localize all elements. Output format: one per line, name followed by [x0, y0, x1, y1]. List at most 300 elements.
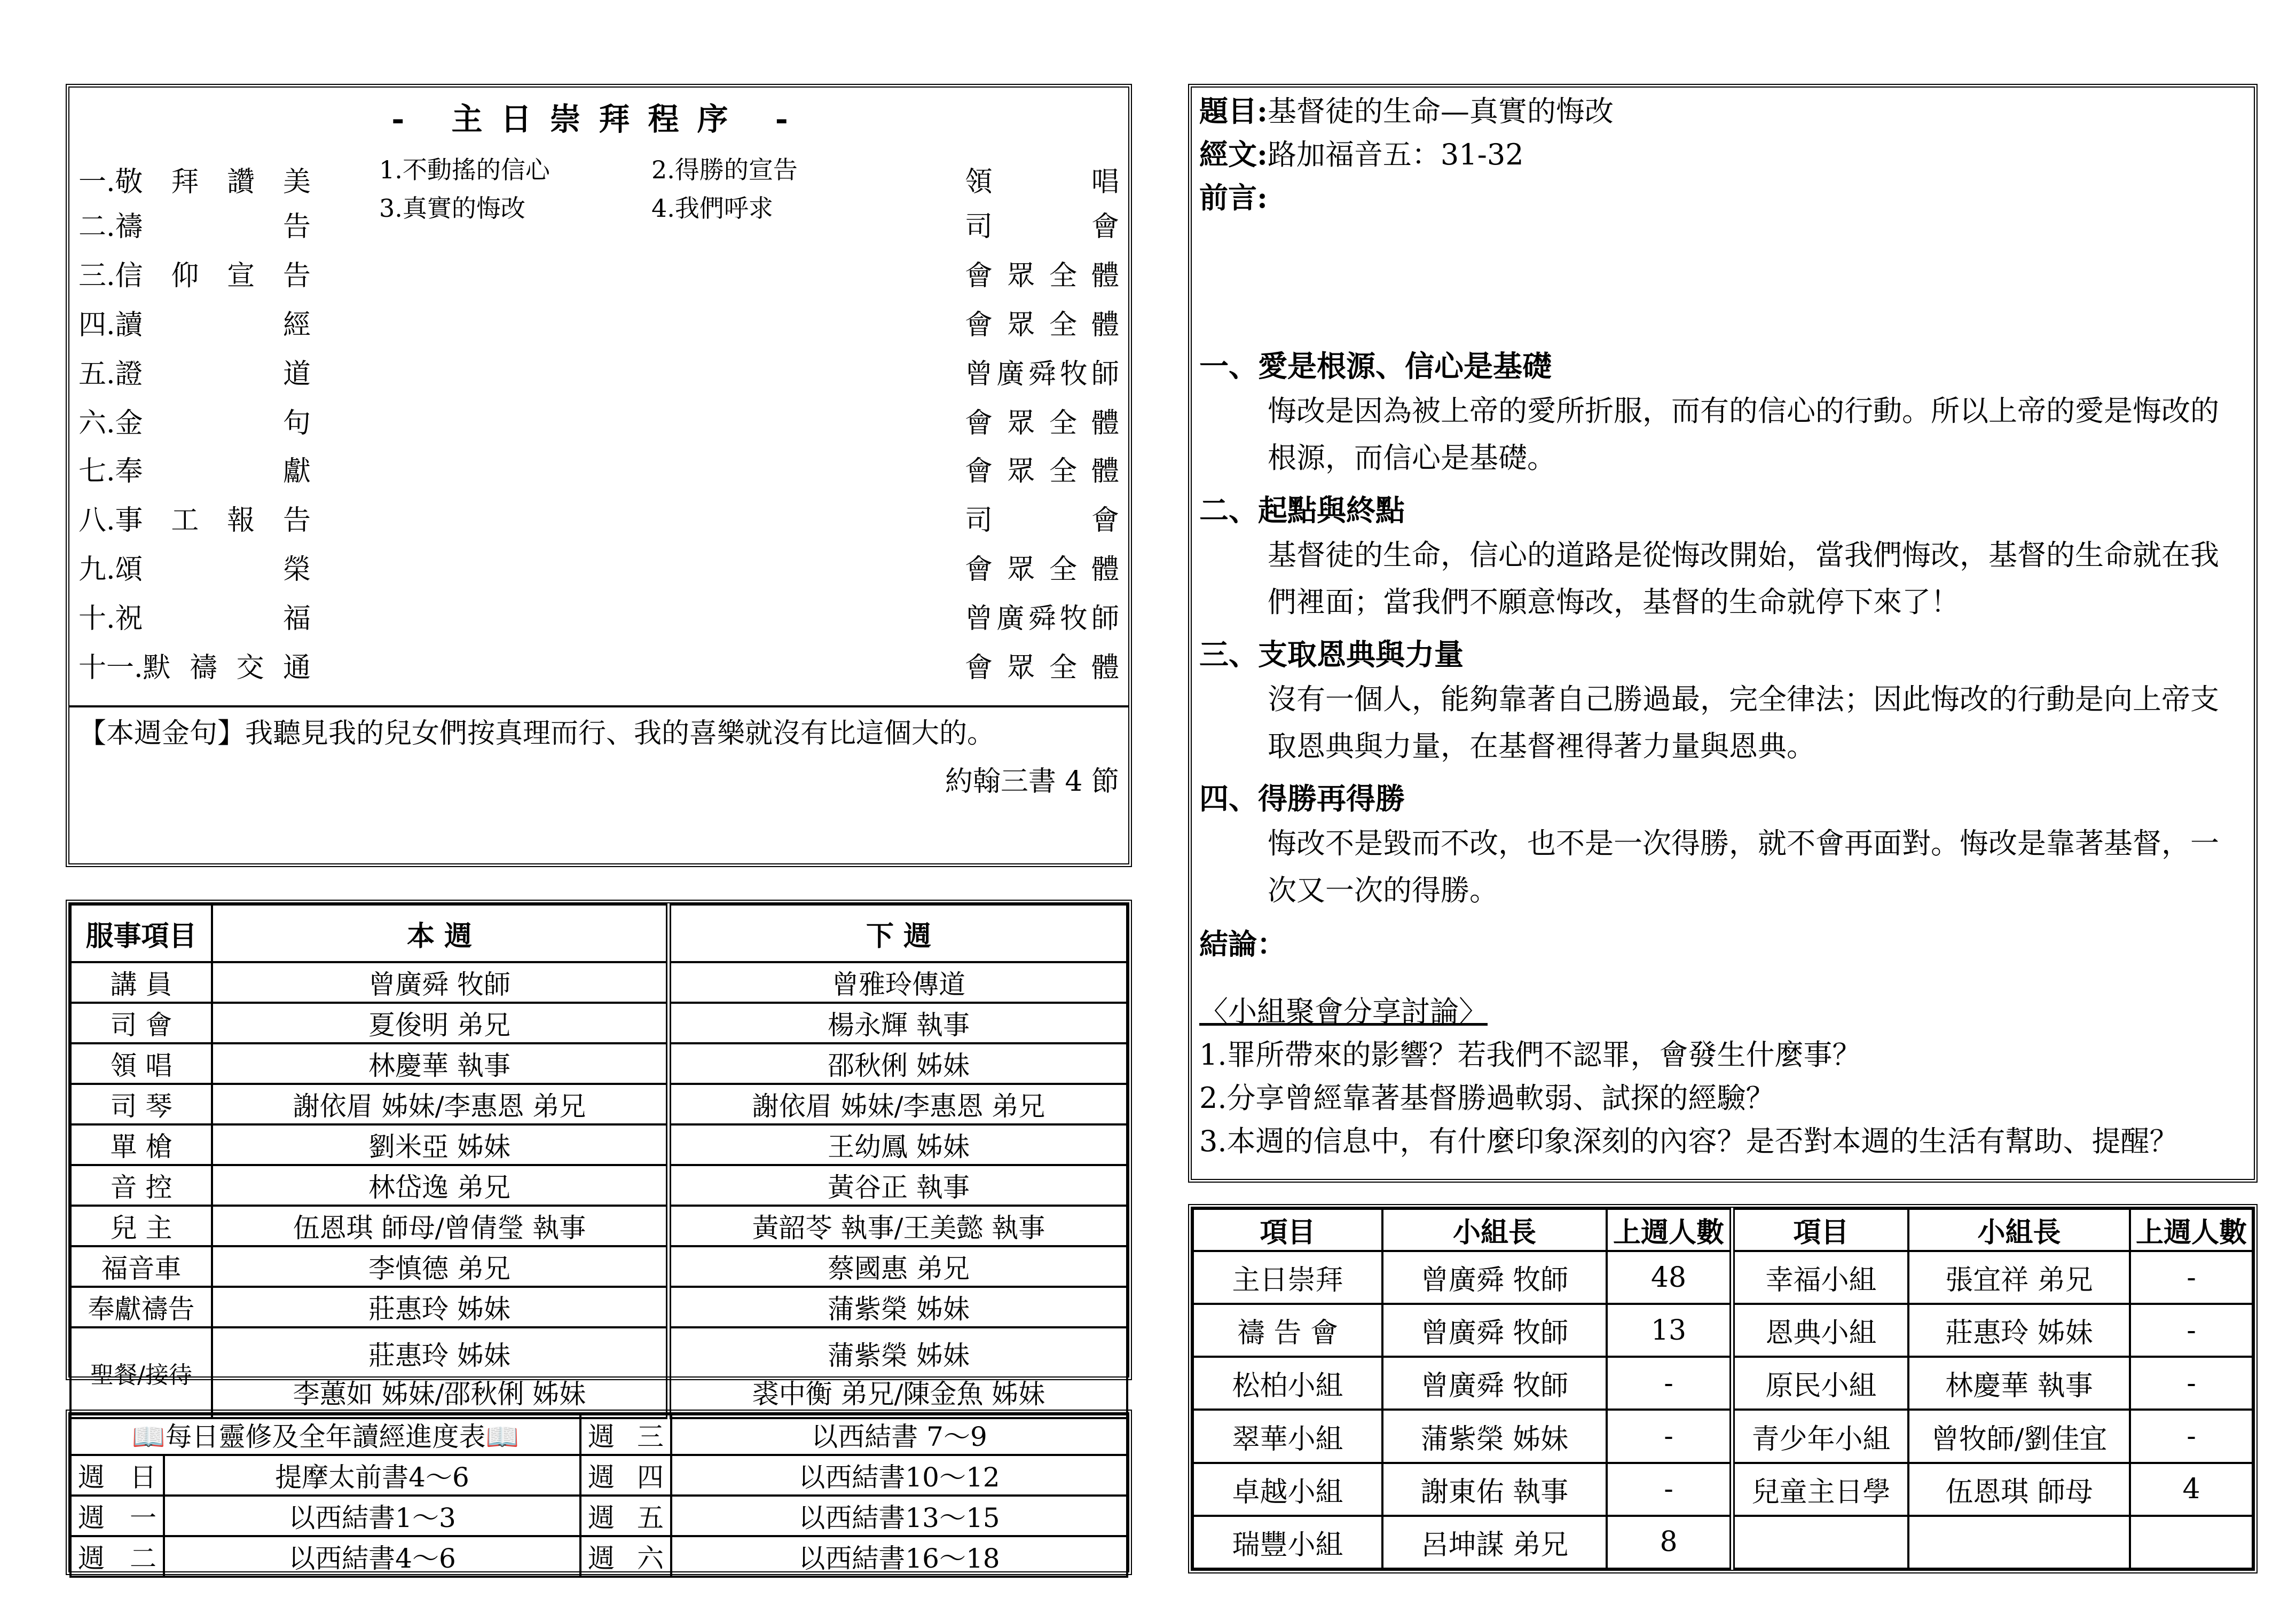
- worship-item-name: [115, 204, 311, 244]
- column-header: 小組長: [1382, 1209, 1607, 1251]
- cell-text: 黃谷正 執事: [828, 1172, 970, 1203]
- hymn-item: 3.真實的悔改: [379, 194, 525, 223]
- table-cell: [70, 1003, 212, 1043]
- table-cell: 兒童主日學: [1732, 1463, 1908, 1516]
- char: 唱: [1091, 166, 1119, 198]
- sermon-section-heading: 一、愛是根源、信心是基礎: [1199, 349, 1552, 383]
- worship-item-name: [115, 351, 311, 391]
- cell-text: 蒲紫榮 姊妹: [828, 1294, 970, 1325]
- char: 曾: [965, 603, 993, 635]
- worship-order-item: [78, 643, 1119, 686]
- worship-item-name: [143, 645, 311, 685]
- table-cell: 恩典小組: [1732, 1304, 1908, 1357]
- day-label: 週 四: [588, 1462, 664, 1493]
- sermon-notes-panel: [1188, 84, 2258, 1183]
- table-cell: [70, 1043, 212, 1084]
- sermon-scripture: 路加福音五：31-32: [1267, 138, 1524, 171]
- reading-schedule-title: 每日靈修及全年讀經進度表: [165, 1421, 486, 1452]
- cell-text: 音 控: [110, 1172, 172, 1203]
- table-cell: 曾廣舜 牧師: [1382, 1304, 1607, 1357]
- day-cell: [580, 1455, 671, 1496]
- cell-text: 司 琴: [110, 1091, 172, 1122]
- char: 司: [965, 211, 993, 243]
- worship-item-name: [115, 253, 311, 293]
- cell-text: 曾雅玲傳道: [832, 969, 965, 1000]
- table-row: [1193, 1410, 2253, 1462]
- table-cell: 卓越小組: [1193, 1463, 1382, 1516]
- worship-item-number: 一.: [78, 166, 115, 198]
- hymn-item: 1.不動搖的信心: [379, 155, 550, 184]
- day-label: 週 五: [588, 1502, 664, 1533]
- char: 體: [1091, 407, 1119, 439]
- char: 禱: [115, 211, 143, 243]
- sermon-section-heading: 三、支取恩典與力量: [1199, 637, 1464, 672]
- table-cell: 禱 告 會: [1193, 1304, 1382, 1357]
- day-cell: [70, 1455, 164, 1496]
- day-cell: [580, 1536, 671, 1577]
- char: 全: [1049, 554, 1077, 586]
- worship-item-name: [115, 302, 311, 342]
- book-icon: 📖: [132, 1421, 166, 1452]
- worship-item-number: 八.: [78, 505, 115, 537]
- day-cell: [70, 1496, 164, 1536]
- cell-text: 蒲紫榮 姊妹: [828, 1340, 970, 1371]
- cell-text: 楊永輝 執事: [828, 1010, 970, 1041]
- char: 句: [282, 407, 311, 439]
- char: 舜: [1028, 603, 1056, 635]
- attendance-panel: [1188, 1204, 2258, 1573]
- cell-text: 蔡國惠 弟兄: [828, 1253, 970, 1284]
- worship-item-name: [115, 400, 311, 440]
- char: 師: [1091, 603, 1119, 635]
- table-cell: [70, 1246, 212, 1287]
- char: 會: [1091, 505, 1119, 537]
- char: 拜: [171, 166, 199, 198]
- column-header: 小組長: [1908, 1209, 2130, 1251]
- char: 讀: [115, 309, 143, 341]
- cell-text: 福音車: [101, 1253, 182, 1284]
- worship-item-name: [115, 547, 311, 587]
- char: 告: [282, 505, 311, 537]
- char: 證: [115, 358, 143, 390]
- char: 廣: [996, 603, 1025, 635]
- table-cell: [212, 1043, 669, 1084]
- reading-cell: 以西結書13～15: [671, 1496, 1127, 1536]
- column-header: 下 週: [669, 904, 1127, 962]
- char: 眾: [1007, 652, 1035, 684]
- table-cell: 曾廣舜 牧師: [1382, 1251, 1607, 1304]
- table-cell: 張宜祥 弟兄: [1908, 1251, 2130, 1304]
- worship-order-item: [78, 300, 1119, 343]
- sermon-section: [1199, 777, 2246, 914]
- reading-schedule-title-cell: [70, 1414, 580, 1455]
- worship-order-item: [78, 251, 1119, 294]
- table-cell: [212, 1003, 669, 1043]
- worship-order-item: [78, 157, 1119, 200]
- worship-item-number: 二.: [78, 211, 115, 243]
- table-cell: -: [2130, 1251, 2253, 1304]
- table-cell: [669, 1124, 1127, 1165]
- worship-item-label: [78, 448, 311, 489]
- char: 體: [1091, 554, 1119, 586]
- table-cell: 青少年小組: [1732, 1410, 1908, 1462]
- table-cell: 4: [2130, 1463, 2253, 1516]
- worship-item-label: [78, 253, 311, 293]
- table-cell: [70, 1327, 212, 1418]
- day-label: 週 二: [78, 1543, 156, 1574]
- char: 默: [143, 652, 171, 684]
- reading-schedule-panel: [66, 1410, 1132, 1575]
- char: 道: [282, 358, 311, 390]
- sermon-title: 基督徒的生命—真實的悔改: [1267, 95, 1614, 128]
- table-cell: 曾廣舜 牧師: [1382, 1357, 1607, 1410]
- table-cell: [2130, 1516, 2253, 1569]
- char: 會: [965, 652, 993, 684]
- sermon-conclusion-label: 結論：: [1199, 927, 1286, 961]
- day-label: 週 六: [588, 1543, 664, 1574]
- char: 舜: [1028, 358, 1056, 390]
- golden-verse-block: [69, 705, 1128, 804]
- reading-cell: 以西結書1～3: [164, 1496, 580, 1536]
- table-cell: 謝東佑 執事: [1382, 1463, 1607, 1516]
- table-row: [70, 1043, 1127, 1084]
- table-cell: [669, 1287, 1127, 1327]
- worship-item-leader: [965, 253, 1119, 293]
- table-cell: 48: [1607, 1251, 1732, 1304]
- char: 事: [115, 505, 143, 537]
- cell-text: 王幼鳳 姊妹: [828, 1131, 970, 1162]
- char: 讚: [227, 166, 255, 198]
- table-row: [1193, 1463, 2253, 1516]
- table-cell: 林慶華 執事: [1908, 1357, 2130, 1410]
- table-cell: [212, 1246, 669, 1287]
- worship-item-label: [78, 351, 311, 391]
- char: 體: [1091, 260, 1119, 292]
- cell-text: 劉米亞 姊妹: [368, 1131, 510, 1162]
- table-cell: [70, 1287, 212, 1327]
- table-row: [70, 1124, 1127, 1165]
- worship-item-name: [115, 159, 311, 199]
- worship-item-leader: [965, 448, 1119, 489]
- char: 頌: [115, 554, 143, 586]
- char: 體: [1091, 652, 1119, 684]
- column-header: 服事項目: [70, 904, 212, 962]
- day-cell: [580, 1414, 671, 1455]
- worship-item-label: [78, 596, 311, 636]
- table-cell: -: [1607, 1357, 1732, 1410]
- attendance-table: [1192, 1208, 2254, 1570]
- table-cell: [70, 1165, 212, 1206]
- table-cell: -: [2130, 1410, 2253, 1462]
- cell-text: 裘中衡 弟兄/陳金魚 姊妹: [752, 1379, 1045, 1410]
- worship-order-item: [78, 349, 1119, 392]
- char: 師: [1091, 358, 1119, 390]
- table-cell: 伍恩琪 師母: [1908, 1463, 2130, 1516]
- char: 眾: [1007, 554, 1035, 586]
- table-cell: 主日崇拜: [1193, 1251, 1382, 1304]
- cell-text: 林慶華 執事: [368, 1050, 510, 1081]
- worship-item-label: [78, 645, 311, 685]
- worship-item-label: [78, 159, 311, 199]
- column-header: 項目: [1193, 1209, 1382, 1251]
- table-cell: 莊惠玲 姊妹: [1908, 1304, 2130, 1357]
- column-header: 本 週: [212, 904, 669, 962]
- char: 告: [282, 211, 311, 243]
- cell-text: 黃韶苓 執事/王美懿 執事: [752, 1213, 1045, 1244]
- table-cell: [669, 1165, 1127, 1206]
- cell-text: 司 會: [110, 1010, 172, 1041]
- worship-item-number: 三.: [78, 260, 115, 292]
- reading-cell: 提摩太前書4～6: [164, 1455, 580, 1496]
- cell-text: 單 槍: [110, 1131, 172, 1162]
- table-cell: -: [2130, 1357, 2253, 1410]
- cell-text: 曾廣舜 牧師: [368, 969, 510, 1000]
- char: 會: [965, 455, 993, 487]
- char: 眾: [1007, 407, 1035, 439]
- table-cell: [70, 1124, 212, 1165]
- char: 工: [171, 505, 199, 537]
- char: 報: [227, 505, 255, 537]
- char: 全: [1049, 455, 1077, 487]
- char: 領: [965, 166, 993, 198]
- table-row: [70, 1246, 1127, 1287]
- sermon-section-body: 沒有一個人，能夠靠著自己勝過最，完全律法；因此悔改的行動是向上帝支取恩典與力量，在基督裡得著力量與恩典。: [1268, 682, 2219, 763]
- char: 告: [282, 260, 311, 292]
- worship-item-number: 九.: [78, 554, 115, 586]
- worship-item-number: 十一.: [78, 652, 143, 684]
- table-cell: [1908, 1516, 2130, 1569]
- discussion-question: 1.罪所帶來的影響？若我們不認罪，會發生什麼事？: [1199, 1038, 1861, 1072]
- day-label: 週 日: [78, 1462, 156, 1493]
- table-row: [70, 1327, 1127, 1418]
- sermon-scripture-line: [1199, 133, 2246, 176]
- hymn-item: 4.我們呼求: [651, 194, 773, 223]
- table-cell: [70, 1084, 212, 1124]
- cell-text: 謝依眉 姊妹/李惠恩 弟兄: [293, 1091, 586, 1122]
- table-row: [70, 1165, 1127, 1206]
- cell-text: 兒 主: [110, 1213, 172, 1244]
- table-cell: 幸福小組: [1732, 1251, 1908, 1304]
- char: 體: [1091, 455, 1119, 487]
- cell-text: 莊惠玲 姊妹: [368, 1340, 510, 1371]
- char: 獻: [282, 455, 311, 487]
- table-cell: [212, 1084, 669, 1124]
- cell-text: 聖餐/接待: [90, 1362, 192, 1389]
- char: 交: [236, 652, 264, 684]
- char: 牧: [1059, 358, 1088, 390]
- table-cell: [1732, 1516, 1908, 1569]
- worship-order-item: [78, 202, 1119, 245]
- sermon-section-body: 悔改不是毀而不改，也不是一次得勝，就不會再面對。悔改是靠著基督，一次又一次的得勝。: [1268, 827, 2219, 907]
- table-row: [70, 1003, 1127, 1043]
- char: 眾: [1007, 455, 1035, 487]
- sermon-section-body: 悔改是因為被上帝的愛所折服，而有的信心的行動。所以上帝的愛是悔改的根源，而信心是基礎。: [1268, 394, 2219, 475]
- table-cell: 曾牧師/劉佳宜: [1908, 1410, 2130, 1462]
- small-group-discussion: [1199, 990, 2246, 1163]
- discussion-question: 2.分享曾經靠著基督勝過軟弱、試探的經驗？: [1199, 1081, 1775, 1115]
- table-cell: 呂坤謀 弟兄: [1382, 1516, 1607, 1569]
- worship-item-number: 五.: [78, 358, 115, 390]
- char: 信: [115, 260, 143, 292]
- cell-text: 林岱逸 弟兄: [368, 1172, 510, 1203]
- char: 全: [1049, 407, 1077, 439]
- table-row: [1193, 1516, 2253, 1569]
- worship-order-panel: [66, 84, 1132, 867]
- char: 全: [1049, 260, 1077, 292]
- char: 禱: [190, 652, 218, 684]
- worship-order-item: [78, 545, 1119, 587]
- char: 仰: [171, 260, 199, 292]
- table-cell: [669, 1043, 1127, 1084]
- worship-item-leader: [965, 596, 1119, 636]
- sermon-section: [1199, 345, 2246, 482]
- discussion-question: 3.本週的信息中，有什麼印象深刻的內容？是否對本週的生活有幫助、提醒？: [1199, 1124, 2179, 1158]
- cell-text: 謝依眉 姊妹/李惠恩 弟兄: [752, 1091, 1045, 1122]
- table-cell: [212, 962, 669, 1003]
- table-row: [1193, 1251, 2253, 1304]
- table-cell: [70, 1206, 212, 1246]
- table-cell: 翠華小組: [1193, 1410, 1382, 1462]
- char: 會: [965, 260, 993, 292]
- table-cell: [669, 962, 1127, 1003]
- char: 金: [115, 407, 143, 439]
- worship-item-label: [78, 400, 311, 440]
- reading-cell: 以西結書16～18: [671, 1536, 1127, 1577]
- cell-text: 李蕙如 姊妹/邵秋俐 姊妹: [293, 1379, 586, 1410]
- worship-item-label: [78, 302, 311, 342]
- table-cell: -: [1607, 1463, 1732, 1516]
- table-row: [70, 1206, 1127, 1246]
- column-header: 上週人數: [1607, 1209, 1732, 1251]
- char: 司: [965, 505, 993, 537]
- table-cell: [669, 1246, 1127, 1287]
- char: 會: [965, 407, 993, 439]
- reading-cell: 以西結書4～6: [164, 1536, 580, 1577]
- sermon-section-heading: 二、起點與終點: [1199, 493, 1405, 528]
- cell-text: 夏俊明 弟兄: [368, 1010, 510, 1041]
- char: 眾: [1007, 260, 1035, 292]
- table-cell: [212, 1206, 669, 1246]
- char: 通: [282, 652, 311, 684]
- worship-item-number: 四.: [78, 309, 115, 341]
- cell-text: 莊惠玲 姊妹: [368, 1294, 510, 1325]
- service-roster-table: [69, 903, 1128, 1419]
- reading-schedule-table: [69, 1413, 1128, 1578]
- table-cell: 松柏小組: [1193, 1357, 1382, 1410]
- worship-item-leader: [965, 498, 1119, 538]
- char: 全: [1049, 652, 1077, 684]
- worship-item-leader: [965, 400, 1119, 440]
- book-icon: 📖: [485, 1421, 519, 1452]
- worship-item-label: [78, 498, 311, 538]
- worship-item-leader: [965, 159, 1119, 199]
- table-cell: -: [1607, 1410, 1732, 1462]
- worship-item-label: [78, 204, 311, 244]
- char: 廣: [996, 358, 1025, 390]
- char: 經: [282, 309, 311, 341]
- worship-item-leader: [965, 204, 1119, 244]
- sermon-title-line: [1199, 90, 2246, 133]
- worship-order-item: [78, 446, 1119, 489]
- reading-cell: 以西結書10～12: [671, 1455, 1127, 1496]
- table-cell: 13: [1607, 1304, 1732, 1357]
- table-cell: [669, 1327, 1127, 1418]
- small-group-title: 〈小組聚會分享討論〉: [1199, 995, 1488, 1028]
- char: 奉: [115, 455, 143, 487]
- sermon-title-label: 題目:: [1199, 94, 1268, 128]
- day-cell: [70, 1536, 164, 1577]
- table-cell: [70, 962, 212, 1003]
- worship-item-label: [78, 547, 311, 587]
- cell-text: 領 唱: [110, 1050, 172, 1081]
- table-cell: [669, 1206, 1127, 1246]
- table-cell: [212, 1287, 669, 1327]
- sermon-intro-label: 前言:: [1199, 180, 1268, 215]
- char: 體: [1091, 309, 1119, 341]
- table-cell: [212, 1327, 669, 1418]
- table-row: [1193, 1357, 2253, 1410]
- worship-item-leader: [965, 547, 1119, 587]
- column-header: 項目: [1732, 1209, 1908, 1251]
- table-cell: [212, 1124, 669, 1165]
- hymn-item: 2.得勝的宣告: [651, 155, 798, 184]
- sermon-scripture-label: 經文:: [1199, 137, 1268, 171]
- cell-text: 伍恩琪 師母/曾倩瑩 執事: [293, 1213, 586, 1244]
- golden-verse-text: 我聽見我的兒女們按真理而行、我的喜樂就沒有比這個大的。: [245, 718, 995, 750]
- table-row: [70, 1287, 1127, 1327]
- worship-item-name: [115, 596, 311, 636]
- sermon-section-body: 基督徒的生命，信心的道路是從悔改開始，當我們悔改，基督的生命就在我們裡面；當我們不願意悔改，基督的生命就停下來了！: [1268, 538, 2219, 619]
- sermon-section-heading: 四、得勝再得勝: [1199, 781, 1405, 816]
- worship-item-name: [115, 448, 311, 489]
- worship-order-title: - 主日崇拜程序 -: [391, 101, 806, 137]
- worship-item-leader: [965, 302, 1119, 342]
- reading-cell: 以西結書 7～9: [671, 1414, 1127, 1455]
- day-label: 週 一: [78, 1502, 156, 1533]
- table-row: [70, 962, 1127, 1003]
- char: 祝: [115, 603, 143, 635]
- worship-order-item: [78, 495, 1119, 538]
- char: 會: [965, 309, 993, 341]
- day-cell: [580, 1496, 671, 1536]
- service-roster-panel: [66, 900, 1132, 1410]
- worship-item-number: 十.: [78, 603, 115, 635]
- golden-verse-reference: 約翰三書 4 節: [945, 766, 1119, 798]
- char: 眾: [1007, 309, 1035, 341]
- table-row: [70, 1084, 1127, 1124]
- char: 曾: [965, 358, 993, 390]
- worship-item-leader: [965, 351, 1119, 391]
- column-header: 上週人數: [2130, 1209, 2253, 1251]
- char: 美: [282, 166, 311, 198]
- worship-item-number: 七.: [78, 455, 115, 487]
- char: 榮: [282, 554, 311, 586]
- worship-item-leader: [965, 645, 1119, 685]
- char: 牧: [1059, 603, 1088, 635]
- worship-item-number: 六.: [78, 407, 115, 439]
- day-label: 週 三: [588, 1421, 664, 1452]
- char: 全: [1049, 309, 1077, 341]
- table-cell: [212, 1165, 669, 1206]
- table-cell: 蒲紫榮 姊妹: [1382, 1410, 1607, 1462]
- worship-order-item: [78, 398, 1119, 441]
- table-cell: -: [2130, 1304, 2253, 1357]
- cell-text: 邵秋俐 姊妹: [828, 1050, 970, 1081]
- golden-verse-tag: 【本週金句】: [78, 718, 246, 750]
- char: 敬: [115, 166, 143, 198]
- char: 福: [282, 603, 311, 635]
- char: 會: [965, 554, 993, 586]
